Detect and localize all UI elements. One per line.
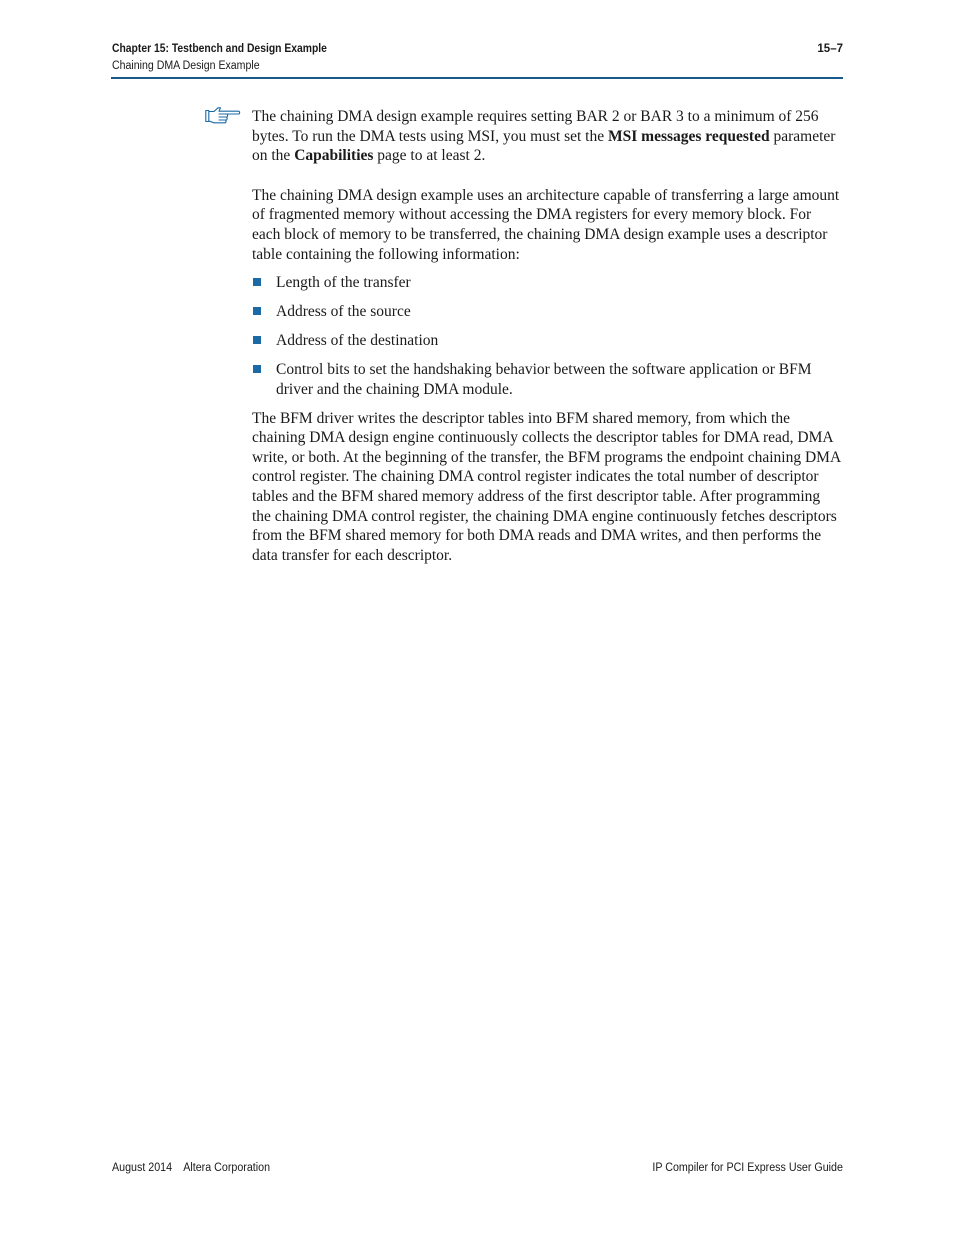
list-item-text: Address of the destination xyxy=(276,332,439,350)
closing-paragraph: The BFM driver writes the descriptor tables into BFM shared memory, from which the chaining DMA design engine continuously collects the descriptor tables for DMA read, DMA write, or both. At the beginning of the transfer, the BFM programs the endpoint chaining DMA control register. The chaining DMA control register indicates the total number of descriptor tables and the BFM shared memory address of the first descriptor table. After programming the chaining DMA control register, the chaining DMA engine continuously fetches descriptors from the BFM shared memory for both DMA reads and DMA writes, and then performs the data transfer for each descriptor. xyxy=(252,409,841,564)
msi-messages-requested-term: MSI messages requested xyxy=(608,127,770,145)
bullet-square-icon xyxy=(253,278,261,286)
bullet-square-icon xyxy=(253,307,261,315)
list-item xyxy=(252,302,842,322)
intro-paragraph: The chaining DMA design example uses an architecture capable of transferring a large amount of fragmented memory without accessing the DMA registers for every memory block. For each block of memory to be transferred, the chaining DMA design example uses a descriptor table containing the following information: xyxy=(252,186,840,263)
pointing-hand-icon xyxy=(205,106,241,126)
section-title: Chaining DMA Design Example xyxy=(112,60,260,72)
list-item-text: Address of the source xyxy=(276,303,411,321)
page-header xyxy=(112,43,843,74)
list-item xyxy=(252,360,842,399)
page-content xyxy=(252,107,842,565)
list-item-text: Length of the transfer xyxy=(276,274,411,292)
note-text-part2: parameter on the xyxy=(252,127,836,165)
chapter-title: Chapter 15: Testbench and Design Example xyxy=(112,43,327,55)
header-top-row xyxy=(112,43,843,58)
list-item xyxy=(252,273,842,293)
note-text xyxy=(252,107,842,166)
footer-date: August 2014 xyxy=(112,1162,173,1174)
capabilities-term: Capabilities xyxy=(294,147,374,165)
page-footer xyxy=(112,1162,843,1174)
descriptor-info-list xyxy=(252,273,842,399)
list-item xyxy=(252,331,842,351)
page-number: 15–7 xyxy=(817,43,843,55)
bullet-square-icon xyxy=(253,365,261,373)
footer-left xyxy=(112,1162,270,1174)
footer-doc-title: IP Compiler for PCI Express User Guide xyxy=(652,1162,843,1174)
note-text-part1: The chaining DMA design example requires setting BAR 2 or BAR 3 to a minimum of 256 bytes. To run the DMA tests using MSI, you must set the xyxy=(252,108,819,145)
footer-company: Altera Corporation xyxy=(183,1162,271,1174)
bullet-square-icon xyxy=(253,336,261,344)
list-item-text: Control bits to set the handshaking behavior between the software application or BFM driver and the chaining DMA module. xyxy=(276,361,812,399)
header-rule xyxy=(111,77,843,79)
note-text-part3: page to at least 2. xyxy=(373,147,486,165)
